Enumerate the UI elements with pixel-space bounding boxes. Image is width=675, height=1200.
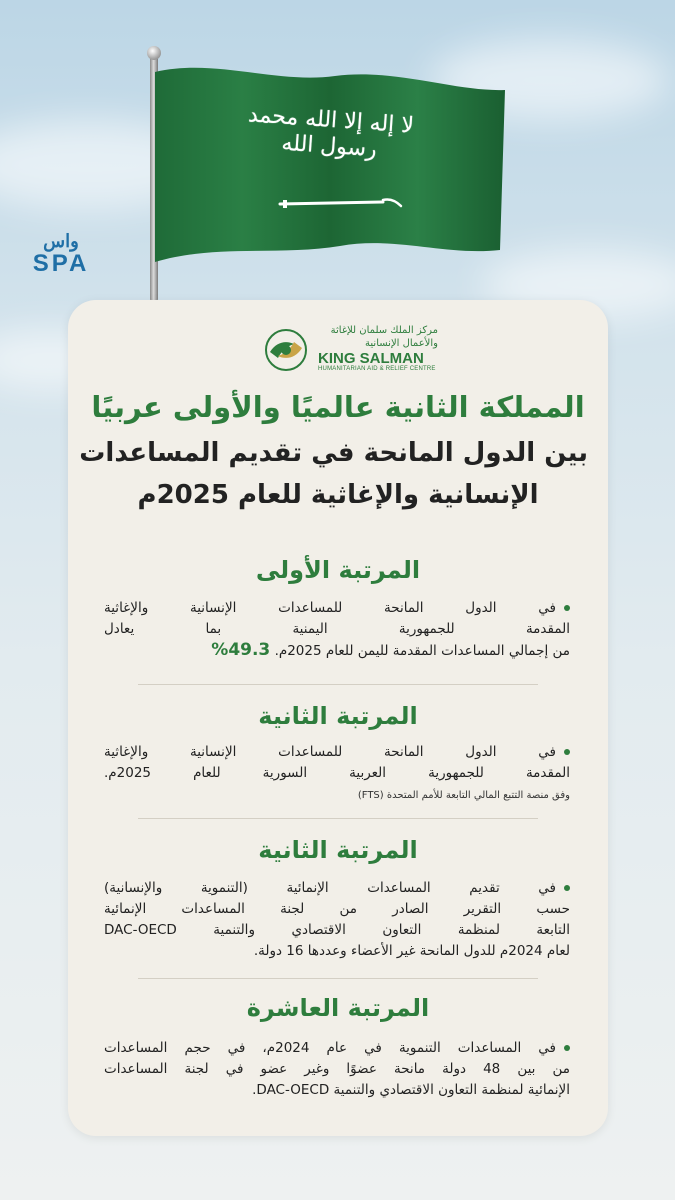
section-divider [138, 818, 538, 819]
flag-shahada-text: لا إله إلا الله محمد رسول الله [247, 102, 415, 163]
ksrelief-emblem-icon [264, 328, 308, 372]
section-4-body [104, 1038, 570, 1101]
section-3-line-4: لعام 2024م للدول المانحة غير الأعضاء وعددها 16 دولة. [253, 943, 570, 959]
section-4-line-3: الإنمائية لمنظمة التعاون الاقتصادي والتنمية DAC-OECD. [252, 1082, 570, 1098]
spa-logo-latin: SPA [32, 250, 90, 277]
bullet-dot-icon [564, 1045, 570, 1051]
section-divider [138, 684, 538, 685]
section-1-percent: 49.3% [211, 640, 271, 660]
flag-pole-cap [147, 46, 161, 60]
section-divider [138, 978, 538, 979]
spa-logo-arabic: واس [43, 231, 79, 251]
section-1-rank: المرتبة الأولى [255, 556, 421, 584]
section-1-body [104, 598, 570, 662]
ksrelief-english-name: KING SALMAN [318, 350, 424, 367]
headline-line-3: الإنسانية والإغاثية للعام 2025م [137, 480, 539, 510]
spa-logo [26, 230, 96, 276]
section-2-source-note: وفق منصة التتبع المالي التابعة للأمم المتحدة (FTS) [357, 790, 570, 801]
section-4-line-2: من بين 48 دولة مانحة عضوًا وغير عضو في لجنة المساعدات [104, 1061, 570, 1077]
headline-line-1: المملكة الثانية عالميًا والأولى عربيًا [91, 390, 585, 424]
bullet-dot-icon [564, 749, 570, 755]
section-1-line-3: من إجمالي المساعدات المقدمة لليمن للعام 2025م. [274, 643, 570, 659]
headline-line-2: بين الدول المانحة في تقديم المساعدات [79, 438, 588, 468]
infographic-card [68, 300, 608, 1136]
section-2-rank: المرتبة الثانية [258, 702, 418, 730]
ksrelief-arabic-name: مركز الملك سلمان للإغاثة والأعمال الإنسانية [330, 325, 438, 349]
saudi-flag [155, 62, 505, 272]
section-1-line-1: في الدول المانحة للمساعدات الإنسانية والإغاثية [104, 600, 556, 616]
bullet-dot-icon [564, 605, 570, 611]
section-2-line-2: المقدمة للجمهورية العربية السورية للعام 2025م. [104, 765, 570, 781]
section-2-line-1: في الدول المانحة للمساعدات الإنسانية والإغاثية [104, 744, 556, 760]
section-3-body [104, 878, 570, 962]
section-3-line-3: التابعة لمنظمة التعاون الاقتصادي والتنمية DAC-OECD [104, 922, 570, 938]
section-4-rank: المرتبة العاشرة [246, 994, 430, 1022]
bullet-dot-icon [564, 885, 570, 891]
section-4-line-1: في المساعدات التنموية في عام 2024م، في حجم المساعدات [104, 1040, 557, 1056]
section-2-body [104, 742, 570, 784]
section-1-line-2: المقدمة للجمهورية اليمنية بما يعادل [104, 621, 570, 637]
ksrelief-english-subtitle: HUMANITARIAN AID & RELIEF CENTRE [318, 366, 436, 372]
king-salman-logo [68, 324, 608, 376]
section-3-line-2: حسب التقرير الصادر من لجنة المساعدات الإنمائية [104, 901, 570, 917]
section-3-line-1: في تقديم المساعدات الإنمائية (التنموية والإنسانية) [104, 880, 556, 896]
section-3-rank: المرتبة الثانية [258, 836, 418, 864]
